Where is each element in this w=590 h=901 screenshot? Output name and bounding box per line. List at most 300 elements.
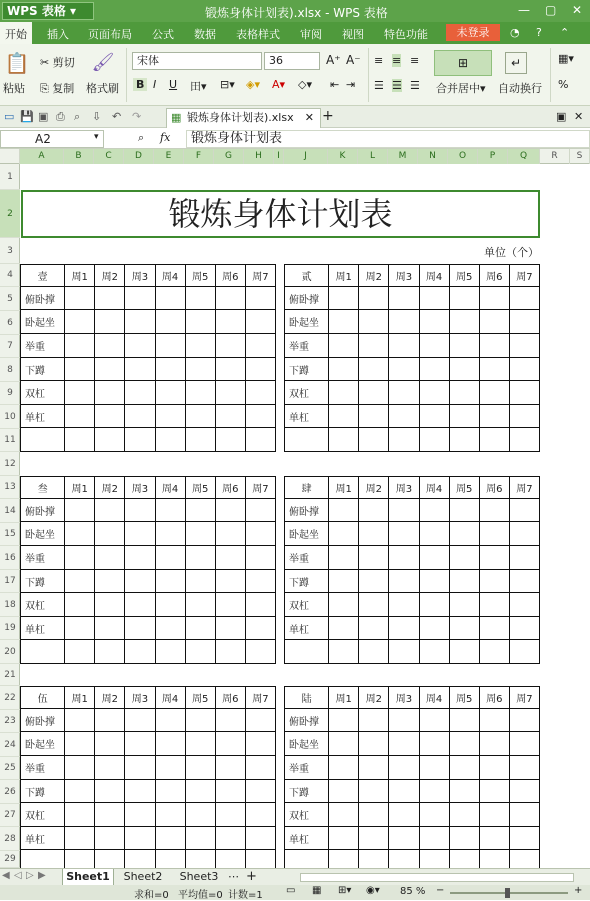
entry-cell[interactable] — [155, 570, 185, 593]
entry-cell[interactable] — [65, 732, 95, 756]
day-header-cell[interactable]: 周3 — [125, 687, 155, 709]
percent-icon[interactable]: % — [558, 78, 569, 91]
entry-cell[interactable] — [359, 546, 389, 570]
clear-format-icon[interactable]: ◇▾ — [298, 78, 312, 91]
tab-insert[interactable]: 插入 — [47, 28, 69, 41]
entry-cell[interactable] — [125, 287, 155, 310]
entry-cell[interactable] — [479, 358, 509, 381]
entry-cell[interactable] — [359, 780, 389, 803]
entry-cell[interactable] — [449, 358, 479, 381]
row-header[interactable]: 9 — [0, 382, 20, 405]
entry-cell[interactable] — [449, 732, 479, 756]
day-header-cell[interactable]: 周4 — [155, 265, 185, 287]
exercise-label-cell[interactable]: 单杠 — [21, 405, 65, 428]
fx-icon[interactable]: fx — [160, 131, 171, 144]
day-header-cell[interactable]: 周4 — [419, 477, 449, 499]
day-header-cell[interactable]: 周5 — [449, 687, 479, 709]
entry-cell[interactable] — [185, 709, 215, 732]
entry-cell[interactable] — [419, 756, 449, 780]
open-icon[interactable]: ▣ — [38, 110, 49, 123]
align-left-icon[interactable]: ☰ — [374, 79, 384, 92]
exercise-label-cell[interactable]: 双杠 — [285, 593, 329, 617]
exercise-label-cell[interactable]: 双杠 — [285, 803, 329, 827]
entry-cell[interactable] — [125, 381, 155, 405]
exercise-label-cell[interactable]: 下蹲 — [21, 570, 65, 593]
column-header[interactable]: D — [124, 149, 154, 164]
entry-cell[interactable] — [389, 827, 419, 850]
name-box-dropdown-icon[interactable]: ▾ — [94, 132, 99, 142]
entry-cell[interactable] — [389, 522, 419, 546]
entry-cell[interactable] — [509, 570, 539, 593]
sheet-tab-sheet3[interactable]: Sheet3 — [179, 870, 219, 883]
day-header-cell[interactable]: 周2 — [95, 477, 125, 499]
entry-cell[interactable] — [155, 546, 185, 570]
row-header[interactable]: 21 — [0, 664, 20, 686]
entry-cell[interactable] — [95, 640, 125, 664]
entry-cell[interactable] — [155, 780, 185, 803]
entry-cell[interactable] — [245, 756, 275, 780]
week-label-cell[interactable]: 伍 — [21, 687, 65, 709]
entry-cell[interactable] — [155, 522, 185, 546]
print-preview-icon[interactable]: ⌕ — [74, 110, 81, 123]
entry-cell[interactable] — [245, 405, 275, 428]
entry-cell[interactable] — [95, 546, 125, 570]
column-header[interactable]: P — [478, 149, 508, 164]
indent-decrease-icon[interactable]: ⇤ — [330, 78, 340, 91]
entry-cell[interactable] — [215, 593, 245, 617]
day-header-cell[interactable]: 周7 — [509, 265, 539, 287]
day-header-cell[interactable]: 周2 — [359, 265, 389, 287]
undo-icon[interactable]: ↶ — [112, 110, 122, 123]
entry-cell[interactable] — [65, 546, 95, 570]
entry-cell[interactable] — [95, 358, 125, 381]
day-header-cell[interactable]: 周1 — [329, 265, 359, 287]
entry-cell[interactable] — [215, 709, 245, 732]
align-middle-icon[interactable]: ≡ — [392, 54, 402, 67]
tab-data[interactable]: 数据 — [194, 28, 216, 41]
entry-cell[interactable] — [419, 405, 449, 428]
entry-cell[interactable] — [359, 803, 389, 827]
entry-cell[interactable] — [479, 546, 509, 570]
entry-cell[interactable] — [125, 522, 155, 546]
exercise-label-cell[interactable]: 俯卧撑 — [21, 499, 65, 522]
redo-icon[interactable]: ↷ — [132, 110, 142, 123]
entry-cell[interactable] — [509, 780, 539, 803]
day-header-cell[interactable]: 周1 — [329, 477, 359, 499]
entry-cell[interactable] — [359, 593, 389, 617]
entry-cell[interactable] — [329, 709, 359, 732]
row-header[interactable]: 29 — [0, 851, 20, 868]
day-header-cell[interactable]: 周6 — [215, 477, 245, 499]
entry-cell[interactable] — [419, 570, 449, 593]
exercise-label-cell[interactable]: 单杠 — [285, 827, 329, 850]
entry-cell[interactable] — [389, 499, 419, 522]
row-header[interactable]: 7 — [0, 335, 20, 358]
row-header[interactable]: 13 — [0, 476, 20, 499]
row-header[interactable]: 12 — [0, 452, 20, 476]
exercise-label-cell[interactable] — [285, 640, 329, 664]
entry-cell[interactable] — [95, 570, 125, 593]
entry-cell[interactable] — [215, 334, 245, 358]
entry-cell[interactable] — [419, 780, 449, 803]
day-header-cell[interactable]: 周5 — [185, 477, 215, 499]
entry-cell[interactable] — [479, 287, 509, 310]
day-header-cell[interactable]: 周1 — [65, 477, 95, 499]
entry-cell[interactable] — [389, 428, 419, 452]
entry-cell[interactable] — [125, 570, 155, 593]
entry-cell[interactable] — [329, 827, 359, 850]
day-header-cell[interactable]: 周7 — [509, 477, 539, 499]
entry-cell[interactable] — [125, 499, 155, 522]
entry-cell[interactable] — [449, 709, 479, 732]
exercise-label-cell[interactable]: 下蹲 — [285, 358, 329, 381]
paste-label[interactable]: 粘贴 — [3, 82, 25, 95]
column-header[interactable]: N — [418, 149, 448, 164]
row-header[interactable]: 27 — [0, 804, 20, 827]
day-header-cell[interactable]: 周6 — [479, 687, 509, 709]
entry-cell[interactable] — [125, 617, 155, 640]
entry-cell[interactable] — [449, 593, 479, 617]
entry-cell[interactable] — [155, 334, 185, 358]
entry-cell[interactable] — [329, 358, 359, 381]
new-tab-icon[interactable]: + — [322, 108, 334, 124]
entry-cell[interactable] — [65, 640, 95, 664]
entry-cell[interactable] — [329, 334, 359, 358]
entry-cell[interactable] — [125, 593, 155, 617]
exercise-label-cell[interactable]: 卧起坐 — [285, 732, 329, 756]
entry-cell[interactable] — [479, 780, 509, 803]
day-header-cell[interactable]: 周3 — [389, 477, 419, 499]
entry-cell[interactable] — [185, 334, 215, 358]
entry-cell[interactable] — [245, 640, 275, 664]
row-header[interactable]: 8 — [0, 358, 20, 382]
row-header[interactable]: 5 — [0, 287, 20, 311]
entry-cell[interactable] — [359, 756, 389, 780]
entry-cell[interactable] — [419, 287, 449, 310]
entry-cell[interactable] — [329, 617, 359, 640]
merge-center-button[interactable]: 合并居中▾ — [436, 82, 486, 95]
day-header-cell[interactable]: 周7 — [245, 477, 275, 499]
entry-cell[interactable] — [449, 499, 479, 522]
entry-cell[interactable] — [185, 310, 215, 334]
entry-cell[interactable] — [509, 522, 539, 546]
entry-cell[interactable] — [125, 640, 155, 664]
day-header-cell[interactable]: 周7 — [245, 687, 275, 709]
entry-cell[interactable] — [359, 287, 389, 310]
entry-cell[interactable] — [509, 756, 539, 780]
entry-cell[interactable] — [125, 780, 155, 803]
day-header-cell[interactable]: 周1 — [65, 687, 95, 709]
next-sheet-icon[interactable]: ▷ — [26, 870, 34, 881]
entry-cell[interactable] — [479, 405, 509, 428]
entry-cell[interactable] — [389, 310, 419, 334]
entry-cell[interactable] — [215, 499, 245, 522]
print-icon[interactable]: ⎙ — [56, 110, 65, 123]
entry-cell[interactable] — [449, 546, 479, 570]
day-header-cell[interactable]: 周5 — [185, 687, 215, 709]
week-label-cell[interactable]: 壹 — [21, 265, 65, 287]
column-header[interactable]: E — [154, 149, 184, 164]
page-layout-view-icon[interactable]: ▦ — [312, 885, 322, 896]
entry-cell[interactable] — [389, 593, 419, 617]
entry-cell[interactable] — [419, 381, 449, 405]
exercise-label-cell[interactable]: 卧起坐 — [21, 522, 65, 546]
day-header-cell[interactable]: 周6 — [479, 477, 509, 499]
entry-cell[interactable] — [389, 640, 419, 664]
row-header[interactable]: 14 — [0, 499, 20, 523]
row-header[interactable]: 3 — [0, 238, 20, 264]
exercise-label-cell[interactable] — [21, 640, 65, 664]
align-bottom-icon[interactable]: ≡ — [410, 54, 420, 67]
entry-cell[interactable] — [95, 428, 125, 452]
column-header[interactable]: R — [540, 149, 570, 164]
exercise-label-cell[interactable]: 卧起坐 — [21, 310, 65, 334]
exercise-label-cell[interactable]: 举重 — [285, 546, 329, 570]
entry-cell[interactable] — [509, 709, 539, 732]
entry-cell[interactable] — [245, 287, 275, 310]
day-header-cell[interactable]: 周1 — [329, 687, 359, 709]
exercise-label-cell[interactable]: 双杠 — [21, 381, 65, 405]
entry-cell[interactable] — [329, 570, 359, 593]
entry-cell[interactable] — [509, 381, 539, 405]
entry-cell[interactable] — [245, 570, 275, 593]
entry-cell[interactable] — [329, 780, 359, 803]
increase-font-icon[interactable]: A⁺ — [326, 53, 341, 67]
first-sheet-icon[interactable]: ◀ — [2, 870, 10, 881]
exercise-label-cell[interactable]: 卧起坐 — [285, 522, 329, 546]
entry-cell[interactable] — [185, 570, 215, 593]
italic-icon[interactable]: I — [153, 78, 157, 91]
name-box[interactable]: A2 — [0, 130, 104, 148]
entry-cell[interactable] — [125, 310, 155, 334]
border-icon[interactable]: 田▾ — [190, 80, 207, 93]
entry-cell[interactable] — [215, 570, 245, 593]
entry-cell[interactable] — [359, 640, 389, 664]
column-header[interactable]: B — [64, 149, 94, 164]
entry-cell[interactable] — [125, 428, 155, 452]
entry-cell[interactable] — [155, 310, 185, 334]
entry-cell[interactable] — [185, 827, 215, 850]
row-header[interactable]: 2 — [0, 190, 20, 238]
entry-cell[interactable] — [479, 756, 509, 780]
entry-cell[interactable] — [509, 358, 539, 381]
entry-cell[interactable] — [419, 709, 449, 732]
entry-cell[interactable] — [419, 546, 449, 570]
exercise-label-cell[interactable]: 双杠 — [285, 381, 329, 405]
column-header[interactable]: I — [274, 149, 284, 164]
entry-cell[interactable] — [95, 709, 125, 732]
tab-formulas[interactable]: 公式 — [152, 28, 174, 41]
day-header-cell[interactable]: 周5 — [449, 477, 479, 499]
entry-cell[interactable] — [215, 358, 245, 381]
row-header[interactable]: 17 — [0, 570, 20, 593]
entry-cell[interactable] — [95, 310, 125, 334]
entry-cell[interactable] — [449, 780, 479, 803]
entry-cell[interactable] — [389, 803, 419, 827]
maximize-icon[interactable]: ▢ — [545, 3, 557, 17]
close-icon[interactable]: ✕ — [572, 3, 583, 17]
number-format-icon[interactable]: ▦▾ — [558, 52, 574, 65]
sheet-tab-sheet2[interactable]: Sheet2 — [123, 870, 163, 883]
entry-cell[interactable] — [95, 593, 125, 617]
entry-cell[interactable] — [65, 405, 95, 428]
restore-doc-icon[interactable]: ▣ — [556, 110, 567, 123]
align-top-icon[interactable]: ≡ — [374, 54, 384, 67]
entry-cell[interactable] — [185, 428, 215, 452]
row-header[interactable]: 4 — [0, 264, 20, 287]
entry-cell[interactable] — [329, 405, 359, 428]
entry-cell[interactable] — [245, 780, 275, 803]
cut-button[interactable]: ✂ 剪切 — [40, 56, 75, 69]
week-label-cell[interactable]: 肆 — [285, 477, 329, 499]
export-pdf-icon[interactable]: ⇩ — [92, 110, 102, 123]
day-header-cell[interactable]: 周6 — [479, 265, 509, 287]
entry-cell[interactable] — [155, 732, 185, 756]
exercise-label-cell[interactable]: 俯卧撑 — [21, 709, 65, 732]
entry-cell[interactable] — [479, 428, 509, 452]
entry-cell[interactable] — [245, 827, 275, 850]
entry-cell[interactable] — [389, 617, 419, 640]
entry-cell[interactable] — [125, 405, 155, 428]
entry-cell[interactable] — [155, 756, 185, 780]
row-header[interactable]: 23 — [0, 710, 20, 733]
entry-cell[interactable] — [389, 334, 419, 358]
entry-cell[interactable] — [215, 827, 245, 850]
entry-cell[interactable] — [479, 709, 509, 732]
entry-cell[interactable] — [479, 334, 509, 358]
exercise-label-cell[interactable]: 俯卧撑 — [285, 499, 329, 522]
entry-cell[interactable] — [65, 287, 95, 310]
entry-cell[interactable] — [389, 405, 419, 428]
entry-cell[interactable] — [359, 405, 389, 428]
entry-cell[interactable] — [449, 381, 479, 405]
entry-cell[interactable] — [419, 334, 449, 358]
entry-cell[interactable] — [185, 640, 215, 664]
exercise-label-cell[interactable]: 单杠 — [21, 617, 65, 640]
entry-cell[interactable] — [359, 827, 389, 850]
day-header-cell[interactable]: 周3 — [389, 265, 419, 287]
row-header[interactable]: 28 — [0, 827, 20, 851]
day-header-cell[interactable]: 周4 — [419, 687, 449, 709]
entry-cell[interactable] — [245, 499, 275, 522]
entry-cell[interactable] — [185, 499, 215, 522]
exercise-label-cell[interactable]: 下蹲 — [21, 780, 65, 803]
entry-cell[interactable] — [245, 428, 275, 452]
exercise-label-cell[interactable]: 俯卧撑 — [21, 287, 65, 310]
entry-cell[interactable] — [449, 640, 479, 664]
entry-cell[interactable] — [155, 287, 185, 310]
entry-cell[interactable] — [449, 617, 479, 640]
entry-cell[interactable] — [185, 803, 215, 827]
exercise-label-cell[interactable]: 举重 — [21, 756, 65, 780]
day-header-cell[interactable]: 周2 — [95, 687, 125, 709]
horizontal-scrollbar[interactable] — [300, 873, 574, 882]
entry-cell[interactable] — [419, 310, 449, 334]
minimize-icon[interactable]: — — [518, 3, 530, 17]
entry-cell[interactable] — [329, 640, 359, 664]
entry-cell[interactable] — [65, 499, 95, 522]
entry-cell[interactable] — [389, 287, 419, 310]
entry-cell[interactable] — [95, 732, 125, 756]
entry-cell[interactable] — [125, 334, 155, 358]
entry-cell[interactable] — [329, 546, 359, 570]
entry-cell[interactable] — [95, 803, 125, 827]
help-icon[interactable]: ? — [536, 26, 542, 39]
entry-cell[interactable] — [95, 522, 125, 546]
entry-cell[interactable] — [419, 640, 449, 664]
exercise-label-cell[interactable]: 双杠 — [21, 803, 65, 827]
entry-cell[interactable] — [185, 593, 215, 617]
day-header-cell[interactable]: 周4 — [155, 687, 185, 709]
entry-cell[interactable] — [155, 827, 185, 850]
entry-cell[interactable] — [449, 405, 479, 428]
day-header-cell[interactable]: 周6 — [215, 687, 245, 709]
sheet-title-cell[interactable]: 锻炼身体计划表 — [21, 190, 540, 238]
entry-cell[interactable] — [185, 780, 215, 803]
font-size-select[interactable]: 36 — [264, 52, 320, 70]
format-painter-label[interactable]: 格式刷 — [86, 82, 119, 95]
entry-cell[interactable] — [155, 617, 185, 640]
select-all-corner[interactable] — [0, 149, 20, 164]
collapse-ribbon-icon[interactable]: ⌃ — [560, 26, 570, 39]
close-doc-icon[interactable]: ✕ — [574, 110, 584, 123]
entry-cell[interactable] — [329, 756, 359, 780]
entry-cell[interactable] — [215, 803, 245, 827]
row-header[interactable]: 16 — [0, 546, 20, 570]
exercise-label-cell[interactable]: 举重 — [21, 334, 65, 358]
entry-cell[interactable] — [359, 522, 389, 546]
align-right-icon[interactable]: ☰ — [410, 79, 420, 92]
day-header-cell[interactable]: 周3 — [389, 687, 419, 709]
wps-app-menu-button[interactable]: WPS 表格 ▾ — [2, 2, 94, 20]
entry-cell[interactable] — [359, 732, 389, 756]
entry-cell[interactable] — [509, 334, 539, 358]
entry-cell[interactable] — [185, 358, 215, 381]
entry-cell[interactable] — [95, 617, 125, 640]
entry-cell[interactable] — [185, 405, 215, 428]
entry-cell[interactable] — [65, 803, 95, 827]
font-name-select[interactable]: 宋体 — [132, 52, 262, 70]
entry-cell[interactable] — [245, 381, 275, 405]
entry-cell[interactable] — [245, 546, 275, 570]
exercise-label-cell[interactable]: 单杠 — [285, 617, 329, 640]
day-header-cell[interactable]: 周3 — [125, 477, 155, 499]
entry-cell[interactable] — [479, 640, 509, 664]
column-header[interactable]: S — [570, 149, 590, 164]
entry-cell[interactable] — [479, 593, 509, 617]
row-header[interactable]: 1 — [0, 164, 20, 190]
entry-cell[interactable] — [509, 287, 539, 310]
entry-cell[interactable] — [155, 709, 185, 732]
day-header-cell[interactable]: 周7 — [245, 265, 275, 287]
close-tab-icon[interactable]: ✕ — [304, 111, 314, 124]
column-header[interactable]: C — [94, 149, 124, 164]
day-header-cell[interactable]: 周1 — [65, 265, 95, 287]
entry-cell[interactable] — [245, 522, 275, 546]
week-label-cell[interactable]: 陆 — [285, 687, 329, 709]
entry-cell[interactable] — [479, 732, 509, 756]
reading-mode-icon[interactable]: ◉▾ — [366, 885, 380, 896]
entry-cell[interactable] — [389, 780, 419, 803]
entry-cell[interactable] — [65, 827, 95, 850]
entry-cell[interactable] — [65, 756, 95, 780]
entry-cell[interactable] — [185, 522, 215, 546]
entry-cell[interactable] — [185, 756, 215, 780]
day-header-cell[interactable]: 周4 — [419, 265, 449, 287]
entry-cell[interactable] — [389, 570, 419, 593]
entry-cell[interactable] — [155, 358, 185, 381]
entry-cell[interactable] — [95, 780, 125, 803]
